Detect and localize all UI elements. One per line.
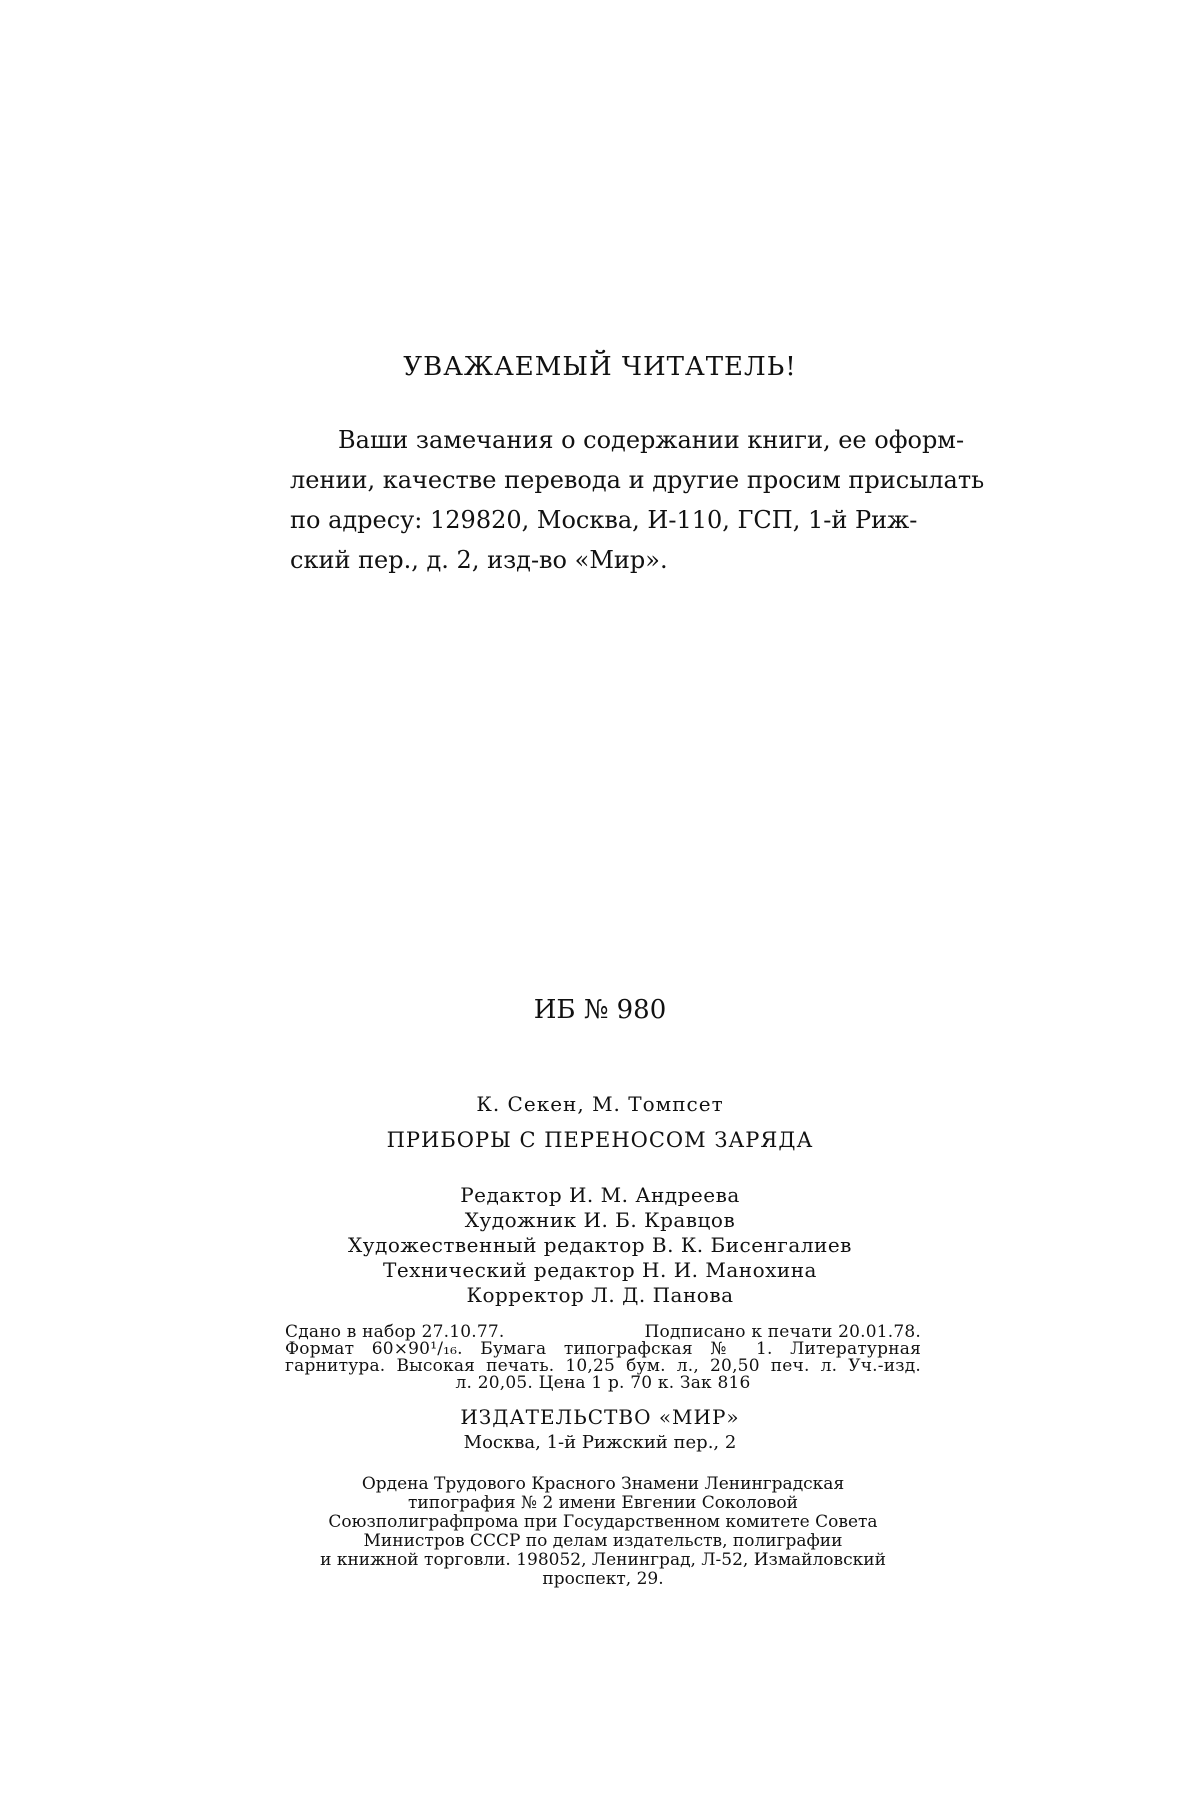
printer-line: Союзполиграфпрома при Государственном комитете Совета — [328, 1512, 878, 1532]
printer-info — [285, 1475, 921, 1589]
printer-line: проспект, 29. — [542, 1569, 664, 1589]
print-details — [285, 1324, 921, 1392]
signed-date: Подписано к печати 20.01.78. — [644, 1322, 921, 1342]
printer-line: типография № 2 имени Евгении Соколовой — [408, 1493, 798, 1513]
print-details-line: гарнитура. Высокая печать. 10,25 бум. л., 20,50 печ. л. Уч.-изд. — [285, 1356, 921, 1376]
submitted-date: Сдано в набор 27.10.77. — [285, 1322, 505, 1342]
staff-credit-line: Корректор Л. Д. Панова — [466, 1283, 734, 1307]
staff-credit-line: Художник И. Б. Кравцов — [464, 1208, 736, 1232]
staff-credit-line: Редактор И. М. Андреева — [460, 1183, 740, 1207]
staff-credit-line: Технический редактор Н. И. Манохина — [383, 1258, 817, 1282]
reader-appeal-line: по адресу: 129820, Москва, И-110, ГСП, 1-й Риж- — [290, 506, 918, 534]
printer-line: и книжной торговли. 198052, Ленинград, Л-52, Измайловский — [320, 1550, 886, 1570]
reader-appeal-line: лении, качестве перевода и другие просим присылать — [290, 466, 985, 494]
staff-credit-line: Художественный редактор В. К. Бисенгалиев — [348, 1233, 852, 1257]
reader-appeal-line: ский пер., д. 2, изд-во «Мир». — [290, 546, 668, 574]
reader-appeal-heading: УВАЖАЕМЫЙ ЧИТАТЕЛЬ! — [403, 352, 797, 382]
publisher-address: Москва, 1-й Рижский пер., 2 — [463, 1432, 737, 1453]
staff-credits — [0, 1183, 1200, 1308]
reader-appeal-line: Ваши замечания о содержании книги, ее оформ- — [338, 426, 965, 454]
book-authors: К. Секен, М. Томпсет — [476, 1092, 724, 1116]
print-details-line: Формат 60×90¹/₁₆. Бумага типографская № 1. Литературная — [285, 1339, 921, 1359]
printer-line: Ордена Трудового Красного Знамени Ленинградская — [361, 1474, 845, 1494]
reader-appeal-text — [290, 420, 985, 580]
print-details-line: л. 20,05. Цена 1 р. 70 к. Зак 816 — [455, 1373, 751, 1393]
publisher-name: ИЗДАТЕЛЬСТВО «МИР» — [460, 1405, 740, 1429]
printer-line: Министров СССР по делам издательств, полиграфии — [363, 1531, 843, 1551]
book-title: ПРИБОРЫ С ПЕРЕНОСОМ ЗАРЯДА — [386, 1128, 814, 1152]
ib-number: ИБ № 980 — [533, 995, 667, 1025]
